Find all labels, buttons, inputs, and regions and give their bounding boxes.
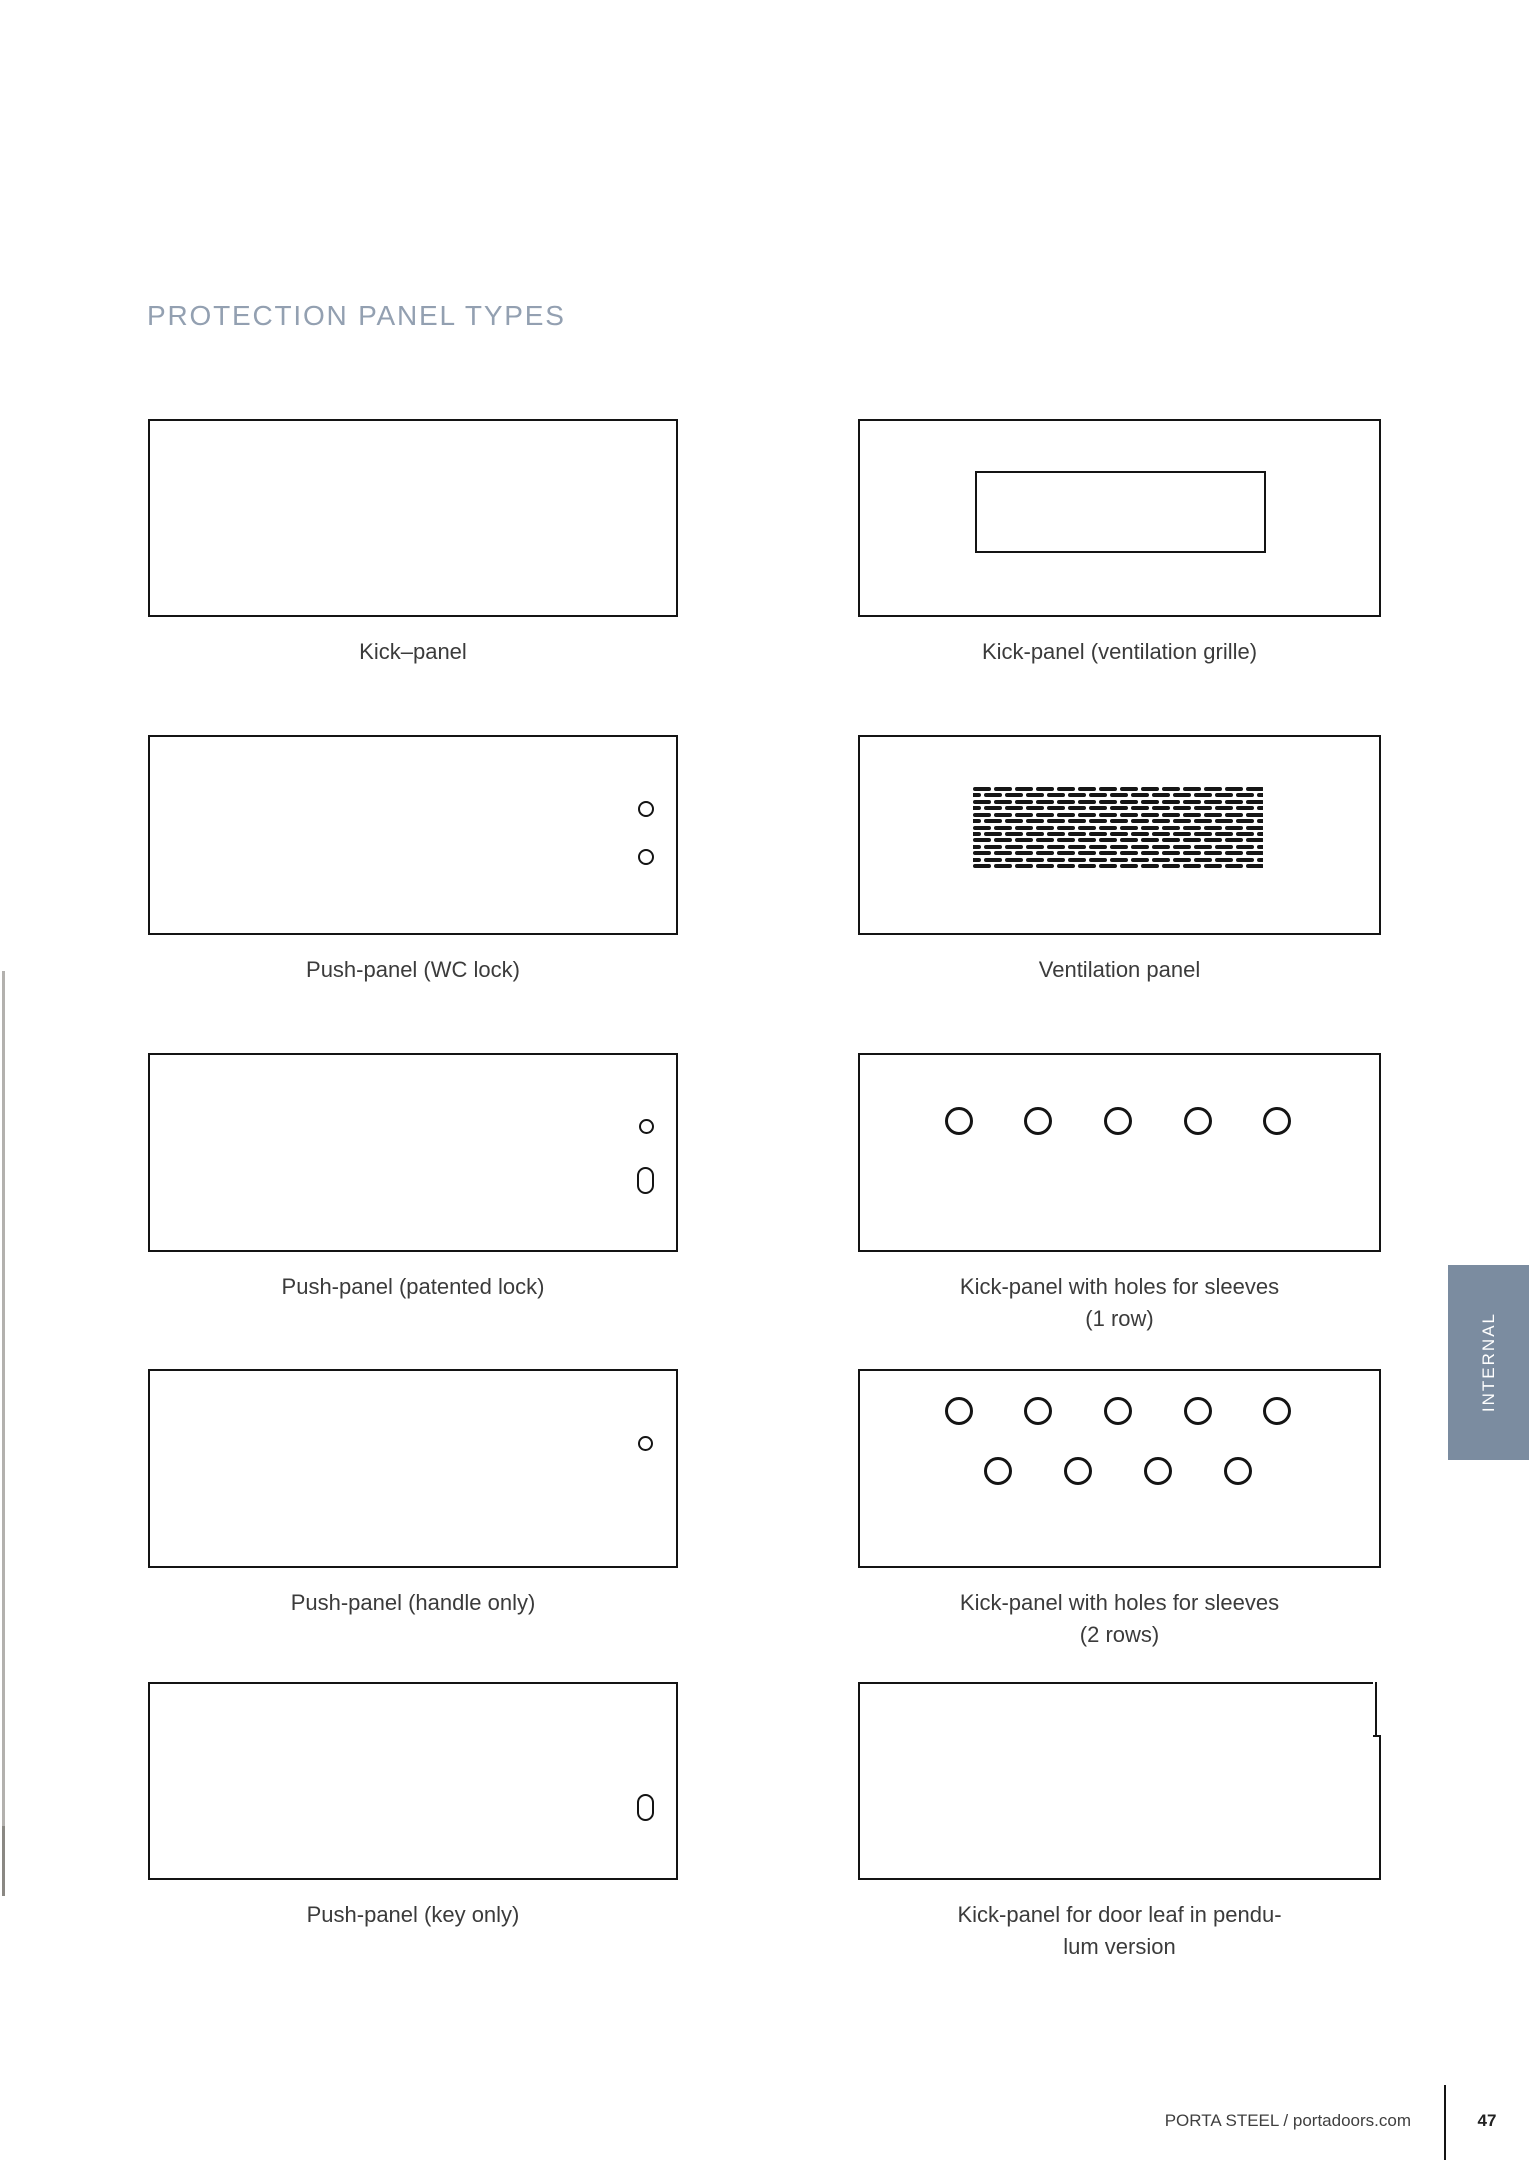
grille-slat <box>1089 793 1107 797</box>
keyhole-icon <box>637 1167 654 1194</box>
grille-slat <box>1026 806 1044 810</box>
grille-slat <box>1120 800 1138 804</box>
grille-slat <box>973 813 991 817</box>
grille-slat <box>1005 845 1023 849</box>
grille-slat <box>1026 858 1044 862</box>
kick-panel-figure <box>148 419 678 617</box>
kick-panel-holes-2-rows-label-line: (2 rows) <box>1079 1622 1160 1647</box>
grille-slat <box>1246 800 1263 804</box>
grille-slat <box>1183 800 1201 804</box>
grille-slat <box>984 806 1002 810</box>
grille-slat <box>1131 806 1149 810</box>
grille-slat <box>1183 851 1201 855</box>
grille-slat <box>1078 826 1096 830</box>
grille-slat <box>984 832 1002 836</box>
grille-slat <box>1225 851 1243 855</box>
grille-slat <box>1194 845 1212 849</box>
grille-slat <box>1110 806 1128 810</box>
grille-slat <box>1047 819 1065 823</box>
kick-panel-ventilation-grille-label-line: Kick-panel (ventilation grille) <box>981 639 1258 664</box>
grille-slat <box>1078 800 1096 804</box>
kick-panel-label-line: Kick–panel <box>359 639 467 664</box>
grille-slat <box>1141 851 1159 855</box>
kick-panel-holes-1-row-label <box>828 1271 1411 1335</box>
push-panel-wc-lock-label-line: Push-panel (WC lock) <box>306 957 520 982</box>
kick-panel-pendulum-label <box>828 1899 1411 1963</box>
grille-slat <box>1047 806 1065 810</box>
left-margin-line <box>2 971 5 1826</box>
grille-slat <box>1078 787 1096 791</box>
grille-slat <box>1026 845 1044 849</box>
grille-slat <box>1099 851 1117 855</box>
grille-slat <box>1215 858 1233 862</box>
hole-icon <box>638 801 654 817</box>
kick-panel-holes-2-rows-label <box>828 1587 1411 1651</box>
kick-panel-holes-2-rows-label-line: Kick-panel with holes for sleeves <box>959 1590 1280 1615</box>
grille-slat <box>1162 826 1180 830</box>
kick-panel-label <box>118 636 708 668</box>
grille-slat <box>1173 793 1191 797</box>
grille-slat <box>1089 819 1107 823</box>
left-margin-line-end <box>2 1826 5 1896</box>
grille-slat <box>1047 858 1065 862</box>
grille-slat <box>1131 819 1149 823</box>
grille-slat <box>1036 864 1054 868</box>
grille-slat <box>1194 858 1212 862</box>
grille-slat <box>994 864 1012 868</box>
grille-slat <box>1141 787 1159 791</box>
grille-slat <box>1141 826 1159 830</box>
grille-slat <box>1089 845 1107 849</box>
grille-slat <box>1068 806 1086 810</box>
kick-panel-holes-1-row-label-line: Kick-panel with holes for sleeves <box>959 1274 1280 1299</box>
grille-slat <box>1036 800 1054 804</box>
grille-slat <box>973 864 991 868</box>
grille-slat <box>1257 819 1264 823</box>
grille-slat <box>1173 832 1191 836</box>
grille-slat <box>1236 806 1254 810</box>
grille-slat <box>1078 813 1096 817</box>
grille-slat <box>1005 793 1023 797</box>
grille-slat <box>1194 793 1212 797</box>
grille-slat <box>1194 819 1212 823</box>
grille-slat <box>1236 793 1254 797</box>
grille-slat <box>1005 858 1023 862</box>
grille-slat <box>1141 800 1159 804</box>
hole-icon <box>1104 1107 1132 1135</box>
grille-slat <box>1068 819 1086 823</box>
grille-slat <box>994 838 1012 842</box>
grille-slat <box>1173 858 1191 862</box>
push-panel-key-only-label-line: Push-panel (key only) <box>306 1902 520 1927</box>
grille-slat <box>1089 832 1107 836</box>
grille-slat <box>1026 832 1044 836</box>
grille-slat <box>1236 845 1254 849</box>
grille-slat <box>1141 838 1159 842</box>
hole-icon <box>1224 1457 1252 1485</box>
grille-slat <box>973 819 981 823</box>
grille-slat <box>1183 787 1201 791</box>
kick-panel-ventilation-grille-figure <box>858 419 1381 617</box>
grille-slat <box>994 787 1012 791</box>
grille-slat <box>1099 826 1117 830</box>
grille-slat <box>1183 864 1201 868</box>
hole-icon <box>945 1107 973 1135</box>
grille-slat <box>1152 858 1170 862</box>
grille-slat <box>1162 813 1180 817</box>
grille-slat <box>1036 838 1054 842</box>
grille-slat <box>1015 813 1033 817</box>
grille-slat <box>984 845 1002 849</box>
push-panel-key-only-label <box>118 1899 708 1931</box>
grille-slat <box>1246 813 1263 817</box>
hole-icon <box>1024 1107 1052 1135</box>
grille-slat <box>973 851 991 855</box>
grille-slat <box>1152 793 1170 797</box>
grille-slat <box>1173 845 1191 849</box>
ventilation-grille-pattern <box>973 787 1263 868</box>
grille-slat <box>1110 832 1128 836</box>
page-title: PROTECTION PANEL TYPES <box>147 300 566 331</box>
grille-slat <box>1015 826 1033 830</box>
grille-slat <box>1015 787 1033 791</box>
grille-slat <box>1057 851 1075 855</box>
grille-slat <box>1162 787 1180 791</box>
grille-slat <box>1089 858 1107 862</box>
grille-slat <box>973 800 991 804</box>
grille-slat <box>973 845 981 849</box>
hole-icon <box>638 1436 653 1451</box>
grille-slat <box>1246 787 1263 791</box>
hole-icon <box>1263 1107 1291 1135</box>
grille-slat <box>1131 845 1149 849</box>
hole-icon <box>1064 1457 1092 1485</box>
kick-panel-holes-2-rows-figure <box>858 1369 1381 1568</box>
grille-slat <box>1057 864 1075 868</box>
grille-slat <box>1215 832 1233 836</box>
kick-panel-ventilation-grille-label <box>828 636 1411 668</box>
grille-opening <box>975 471 1266 553</box>
grille-slat <box>1183 838 1201 842</box>
internal-section-tab <box>1448 1265 1529 1460</box>
grille-slat <box>1068 793 1086 797</box>
pendulum-notch-step <box>1373 1735 1381 1737</box>
page-number: 47 <box>1477 2111 1497 2130</box>
grille-slat <box>1225 838 1243 842</box>
grille-slat <box>1005 819 1023 823</box>
grille-slat <box>1120 787 1138 791</box>
grille-slat <box>1194 832 1212 836</box>
push-panel-wc-lock-label <box>118 954 708 986</box>
kick-panel-pendulum-label-line: lum version <box>1063 1934 1176 1959</box>
grille-slat <box>1057 838 1075 842</box>
ventilation-panel-label <box>828 954 1411 986</box>
grille-slat <box>1215 806 1233 810</box>
grille-slat <box>1152 845 1170 849</box>
push-panel-wc-lock-figure <box>148 735 678 935</box>
grille-slat <box>1225 813 1243 817</box>
grille-slat <box>1236 858 1254 862</box>
grille-slat <box>1078 851 1096 855</box>
grille-slat <box>1110 858 1128 862</box>
grille-slat <box>1162 838 1180 842</box>
grille-slat <box>1162 800 1180 804</box>
grille-slat <box>1204 838 1222 842</box>
hole-icon <box>639 1119 654 1134</box>
grille-slat <box>973 787 991 791</box>
grille-slat <box>1204 800 1222 804</box>
push-panel-handle-only-figure <box>148 1369 678 1568</box>
hole-icon <box>1184 1107 1212 1135</box>
grille-slat <box>1215 793 1233 797</box>
hole-icon <box>1144 1457 1172 1485</box>
hole-icon <box>1104 1397 1132 1425</box>
grille-slat <box>1068 832 1086 836</box>
grille-slat <box>973 806 981 810</box>
push-panel-patented-lock-figure <box>148 1053 678 1252</box>
grille-slat <box>1026 793 1044 797</box>
grille-slat <box>994 826 1012 830</box>
grille-slat <box>1257 845 1264 849</box>
ventilation-panel-label-line: Ventilation panel <box>1038 957 1201 982</box>
grille-slat <box>1225 826 1243 830</box>
hole-icon <box>638 849 654 865</box>
footer-brand: PORTA STEEL / portadoors.com <box>1164 2111 1411 2130</box>
grille-slat <box>1005 806 1023 810</box>
grille-slat <box>1194 806 1212 810</box>
grille-slat <box>994 851 1012 855</box>
grille-slat <box>1162 864 1180 868</box>
grille-slat <box>1005 832 1023 836</box>
grille-slat <box>1225 864 1243 868</box>
hole-icon <box>1263 1397 1291 1425</box>
grille-slat <box>1257 793 1264 797</box>
grille-slat <box>1173 806 1191 810</box>
grille-slat <box>1152 832 1170 836</box>
grille-slat <box>1120 813 1138 817</box>
grille-slat <box>1246 864 1263 868</box>
grille-slat <box>973 826 991 830</box>
grille-slat <box>1015 838 1033 842</box>
grille-slat <box>1152 819 1170 823</box>
kick-panel-holes-1-row-figure <box>858 1053 1381 1252</box>
grille-slat <box>1047 793 1065 797</box>
hole-icon <box>945 1397 973 1425</box>
grille-slat <box>1183 826 1201 830</box>
grille-slat <box>1057 826 1075 830</box>
grille-slat <box>1204 813 1222 817</box>
grille-slat <box>973 838 991 842</box>
grille-slat <box>1099 813 1117 817</box>
grille-slat <box>1078 864 1096 868</box>
grille-slat <box>984 858 1002 862</box>
grille-slat <box>1215 845 1233 849</box>
grille-slat <box>1246 851 1263 855</box>
grille-slat <box>1120 826 1138 830</box>
kick-panel-pendulum-figure <box>858 1682 1381 1880</box>
push-panel-patented-lock-label-line: Push-panel (patented lock) <box>281 1274 545 1299</box>
grille-slat <box>1057 787 1075 791</box>
grille-slat <box>1236 832 1254 836</box>
ventilation-panel-figure <box>858 735 1381 935</box>
grille-slat <box>1257 858 1264 862</box>
grille-slat <box>1120 864 1138 868</box>
grille-slat <box>1225 787 1243 791</box>
grille-slat <box>1162 851 1180 855</box>
grille-slat <box>1099 787 1117 791</box>
hole-icon <box>984 1457 1012 1485</box>
grille-slat <box>1110 793 1128 797</box>
kick-panel-holes-1-row-label-line: (1 row) <box>1085 1306 1154 1331</box>
grille-slat <box>1057 800 1075 804</box>
grille-slat <box>1225 800 1243 804</box>
grille-slat <box>1131 793 1149 797</box>
grille-slat <box>1183 813 1201 817</box>
grille-slat <box>1036 813 1054 817</box>
grille-slat <box>1089 806 1107 810</box>
push-panel-handle-only-label <box>118 1587 708 1619</box>
grille-slat <box>1015 864 1033 868</box>
grille-slat <box>984 793 1002 797</box>
grille-slat <box>994 813 1012 817</box>
grille-slat <box>1068 845 1086 849</box>
grille-slat <box>1131 858 1149 862</box>
grille-slat <box>1110 819 1128 823</box>
grille-slat <box>1068 858 1086 862</box>
kick-panel-pendulum-label-line: Kick-panel for door leaf in pendu- <box>957 1902 1282 1927</box>
hole-icon <box>1024 1397 1052 1425</box>
grille-slat <box>1141 864 1159 868</box>
grille-slat <box>1099 838 1117 842</box>
grille-slat <box>1099 864 1117 868</box>
grille-slat <box>1036 787 1054 791</box>
grille-slat <box>1078 838 1096 842</box>
push-panel-patented-lock-label <box>118 1271 708 1303</box>
grille-slat <box>1246 826 1263 830</box>
pendulum-notch-vertical <box>1375 1682 1377 1737</box>
grille-slat <box>1036 851 1054 855</box>
grille-slat <box>1131 832 1149 836</box>
grille-slat <box>1120 838 1138 842</box>
grille-slat <box>1257 832 1264 836</box>
grille-slat <box>994 800 1012 804</box>
grille-slat <box>973 858 981 862</box>
grille-slat <box>1236 819 1254 823</box>
internal-tab-label: INTERNAL <box>1478 1312 1498 1413</box>
grille-slat <box>1204 851 1222 855</box>
grille-slat <box>1015 851 1033 855</box>
grille-slat <box>1152 806 1170 810</box>
grille-slat <box>1110 845 1128 849</box>
grille-slat <box>1204 787 1222 791</box>
keyhole-icon <box>637 1794 654 1821</box>
push-panel-key-only-figure <box>148 1682 678 1880</box>
grille-slat <box>1047 845 1065 849</box>
grille-slat <box>1204 826 1222 830</box>
grille-slat <box>1036 826 1054 830</box>
grille-slat <box>984 819 1002 823</box>
grille-slat <box>1099 800 1117 804</box>
grille-slat <box>973 832 981 836</box>
grille-slat <box>1173 819 1191 823</box>
grille-slat <box>1246 838 1263 842</box>
grille-slat <box>973 793 981 797</box>
grille-slat <box>1257 806 1264 810</box>
grille-slat <box>1120 851 1138 855</box>
grille-slat <box>1215 819 1233 823</box>
grille-slat <box>1026 819 1044 823</box>
grille-slat <box>1015 800 1033 804</box>
grille-slat <box>1141 813 1159 817</box>
grille-slat <box>1047 832 1065 836</box>
grille-slat <box>1057 813 1075 817</box>
grille-slat <box>1204 864 1222 868</box>
hole-icon <box>1184 1397 1212 1425</box>
push-panel-handle-only-label-line: Push-panel (handle only) <box>290 1590 536 1615</box>
